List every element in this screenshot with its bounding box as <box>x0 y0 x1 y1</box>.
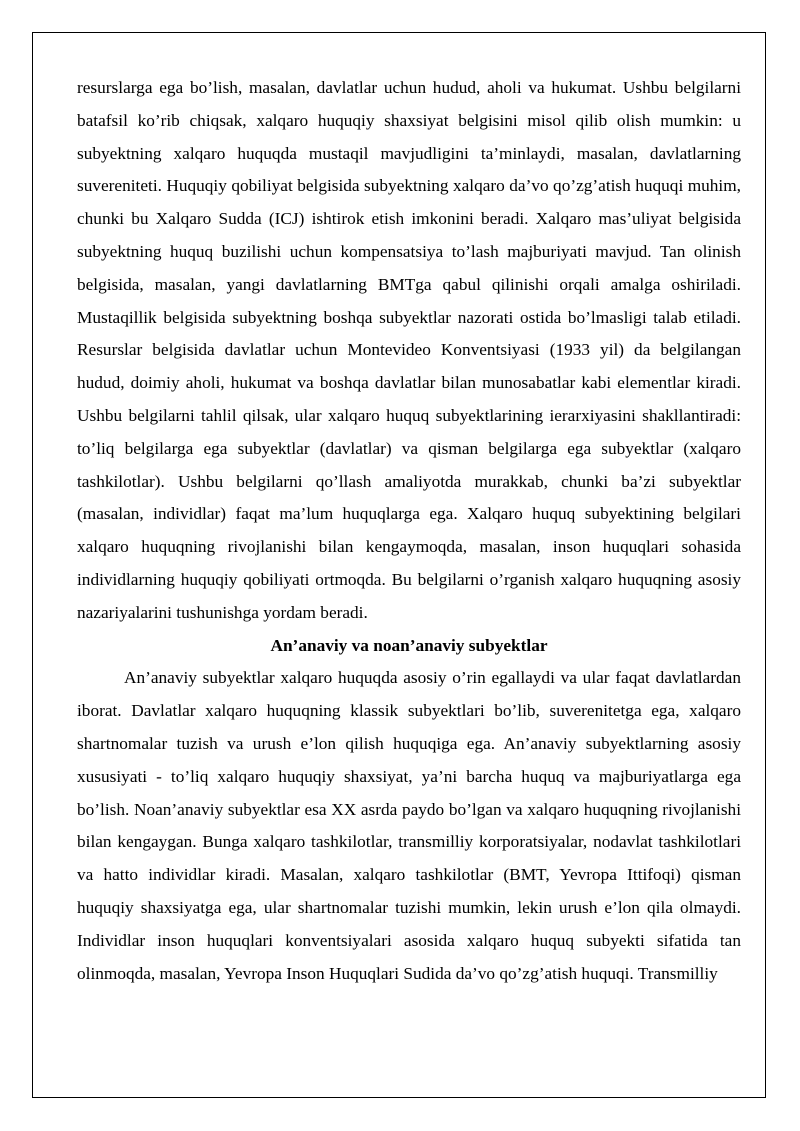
body-paragraph: An’anaviy subyektlar xalqaro huquqda asosiy o’rin egallaydi va ular faqat davlatlardan iborat. Davlatlar xalqaro huquqning klassik subyektlari bo’lib, suverenitetga ega, xalqaro shartnomalar tuzish va urush e’lon qilish huquqiga ega. An’anaviy subyektlarning asosiy xususiyati - to’liq xalqaro huquqiy shaxsiyat, ya’ni barcha huquq va majburiyatlarga ega bo’lish. Noan’anaviy subyektlar esa XX asrda paydo bo’lgan va xalqaro huquqning rivojlanishi bilan kengaygan. Bunga xalqaro tashkilotlar, transmilliy korporatsiyalar, nodavlat tashkilotlari va hatto individlar kiradi. Masalan, xalqaro tashkilotlar (BMT, Yevropa Ittifoqi) qisman huquqiy shaxsiyatga ega, ular shartnomalar tuzishi mumkin, lekin urush e’lon qila olmaydi. Individlar inson huquqlari konventsiyalari asosida xalqaro huquq subyekti sifatida tan olinmoqda, masalan, Yevropa Inson Huquqlari Sudida da’vo qo’zg’atish huquqi. Transmilliy <box>77 668 741 983</box>
document-body <box>77 72 741 990</box>
section-heading: An’anaviy va noan’anaviy subyektlar <box>270 635 548 655</box>
body-paragraph: resurslarga ega bo’lish, masalan, davlatlar uchun hudud, aholi va hukumat. Ushbu belgilarni batafsil ko’rib chiqsak, xalqaro huquqiy shaxsiyat belgisini misol qilib olish mumkin: u subyektning xalqaro huquqda mustaqil mavjudligini ta’minlaydi, masalan, davlatlarning suvereniteti. Huquqiy qobiliyat belgisida subyektning xalqaro da’vo qo’zg’atish huquqi muhim, chunki bu Xalqaro Sudda (ICJ) ishtirok etish imkonini beradi. Xalqaro mas’uliyat belgisida subyektning huquq buzilishi uchun kompensatsiya to’lash majburiyati mavjud. Tan olinish belgisida, masalan, yangi davlatlarning BMTga qabul qilinishi orqali amalga oshiriladi. Mustaqillik belgisida subyektning boshqa subyektlar nazorati ostida bo’lmasligi talab etiladi. Resurslar belgisida davlatlar uchun Montevideo Konventsiyasi (1933 yil) da belgilangan hudud, doimiy aholi, hukumat va boshqa davlatlar bilan munosabatlar kabi elementlar kiradi. Ushbu belgilarni tahlil qilsak, ular xalqaro huquq subyektlarining ierarxiyasini shakllantiradi: to’liq belgilarga ega subyektlar (davlatlar) va qisman belgilarga ega subyektlar (xalqaro tashkilotlar). Ushbu belgilarni qo’llash amaliyotda murakkab, chunki ba’zi subyektlar (masalan, individlar) faqat ma’lum huquqlarga ega. Xalqaro huquq subyektining belgilari xalqaro huquqning rivojlanishi bilan kengaymoqda, masalan, inson huquqlari sohasida individlarning huquqiy qobiliyati ortmoqda. Bu belgilarni o’rganish xalqaro huquqning asosiy nazariyalarini tushunishga yordam beradi. <box>77 78 741 622</box>
